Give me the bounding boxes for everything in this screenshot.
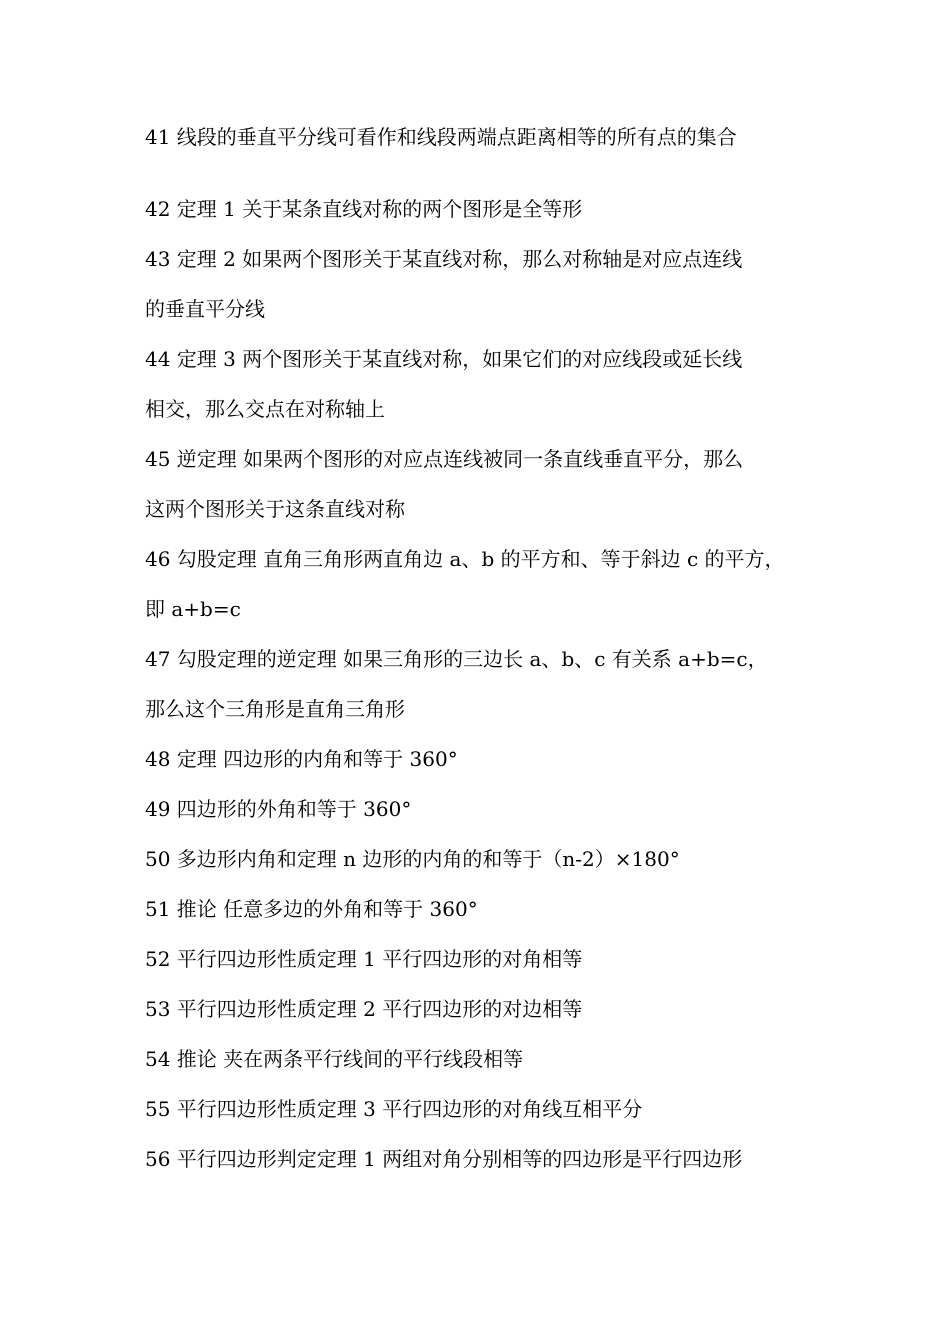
- text-line: 56 平行四边形判定定理 1 两组对角分别相等的四边形是平行四边形: [145, 1147, 743, 1171]
- text-line: 53 平行四边形性质定理 2 平行四边形的对边相等: [145, 997, 583, 1021]
- document-body: [145, 112, 810, 1184]
- text-line: 44 定理 3 两个图形关于某直线对称，如果它们的对应线段或延长线: [145, 347, 743, 371]
- text-line: 46 勾股定理 直角三角形两直角边 a、b 的平方和、等于斜边 c 的平方，: [145, 547, 785, 571]
- text-line: 52 平行四边形性质定理 1 平行四边形的对角相等: [145, 947, 583, 971]
- text-line: 47 勾股定理的逆定理 如果三角形的三边长 a、b、c 有关系 a+b=c，: [145, 647, 768, 671]
- text-line: 那么这个三角形是直角三角形: [145, 697, 405, 721]
- text-line: 即 a+b=c: [145, 597, 241, 621]
- text-line: 55 平行四边形性质定理 3 平行四边形的对角线互相平分: [145, 1097, 643, 1121]
- text-line: 41 线段的垂直平分线可看作和线段两端点距离相等的所有点的集合: [145, 125, 737, 149]
- text-line: 54 推论 夹在两条平行线间的平行线段相等: [145, 1047, 524, 1071]
- text-line: 42 定理 1 关于某条直线对称的两个图形是全等形: [145, 197, 583, 221]
- text-line: 50 多边形内角和定理 n 边形的内角的和等于（n-2）×180°: [145, 847, 680, 871]
- text-line: 48 定理 四边形的内角和等于 360°: [145, 747, 458, 771]
- text-line: 相交，那么交点在对称轴上: [145, 397, 385, 421]
- paragraph-gap: [145, 162, 810, 184]
- text-line: 45 逆定理 如果两个图形的对应点连线被同一条直线垂直平分，那么: [145, 447, 744, 471]
- text-line: 49 四边形的外角和等于 360°: [145, 797, 412, 821]
- text-line: 这两个图形关于这条直线对称: [145, 497, 405, 521]
- text-line: 43 定理 2 如果两个图形关于某直线对称，那么对称轴是对应点连线: [145, 247, 743, 271]
- text-line: 51 推论 任意多边的外角和等于 360°: [145, 897, 478, 921]
- text-line: 的垂直平分线: [145, 297, 265, 321]
